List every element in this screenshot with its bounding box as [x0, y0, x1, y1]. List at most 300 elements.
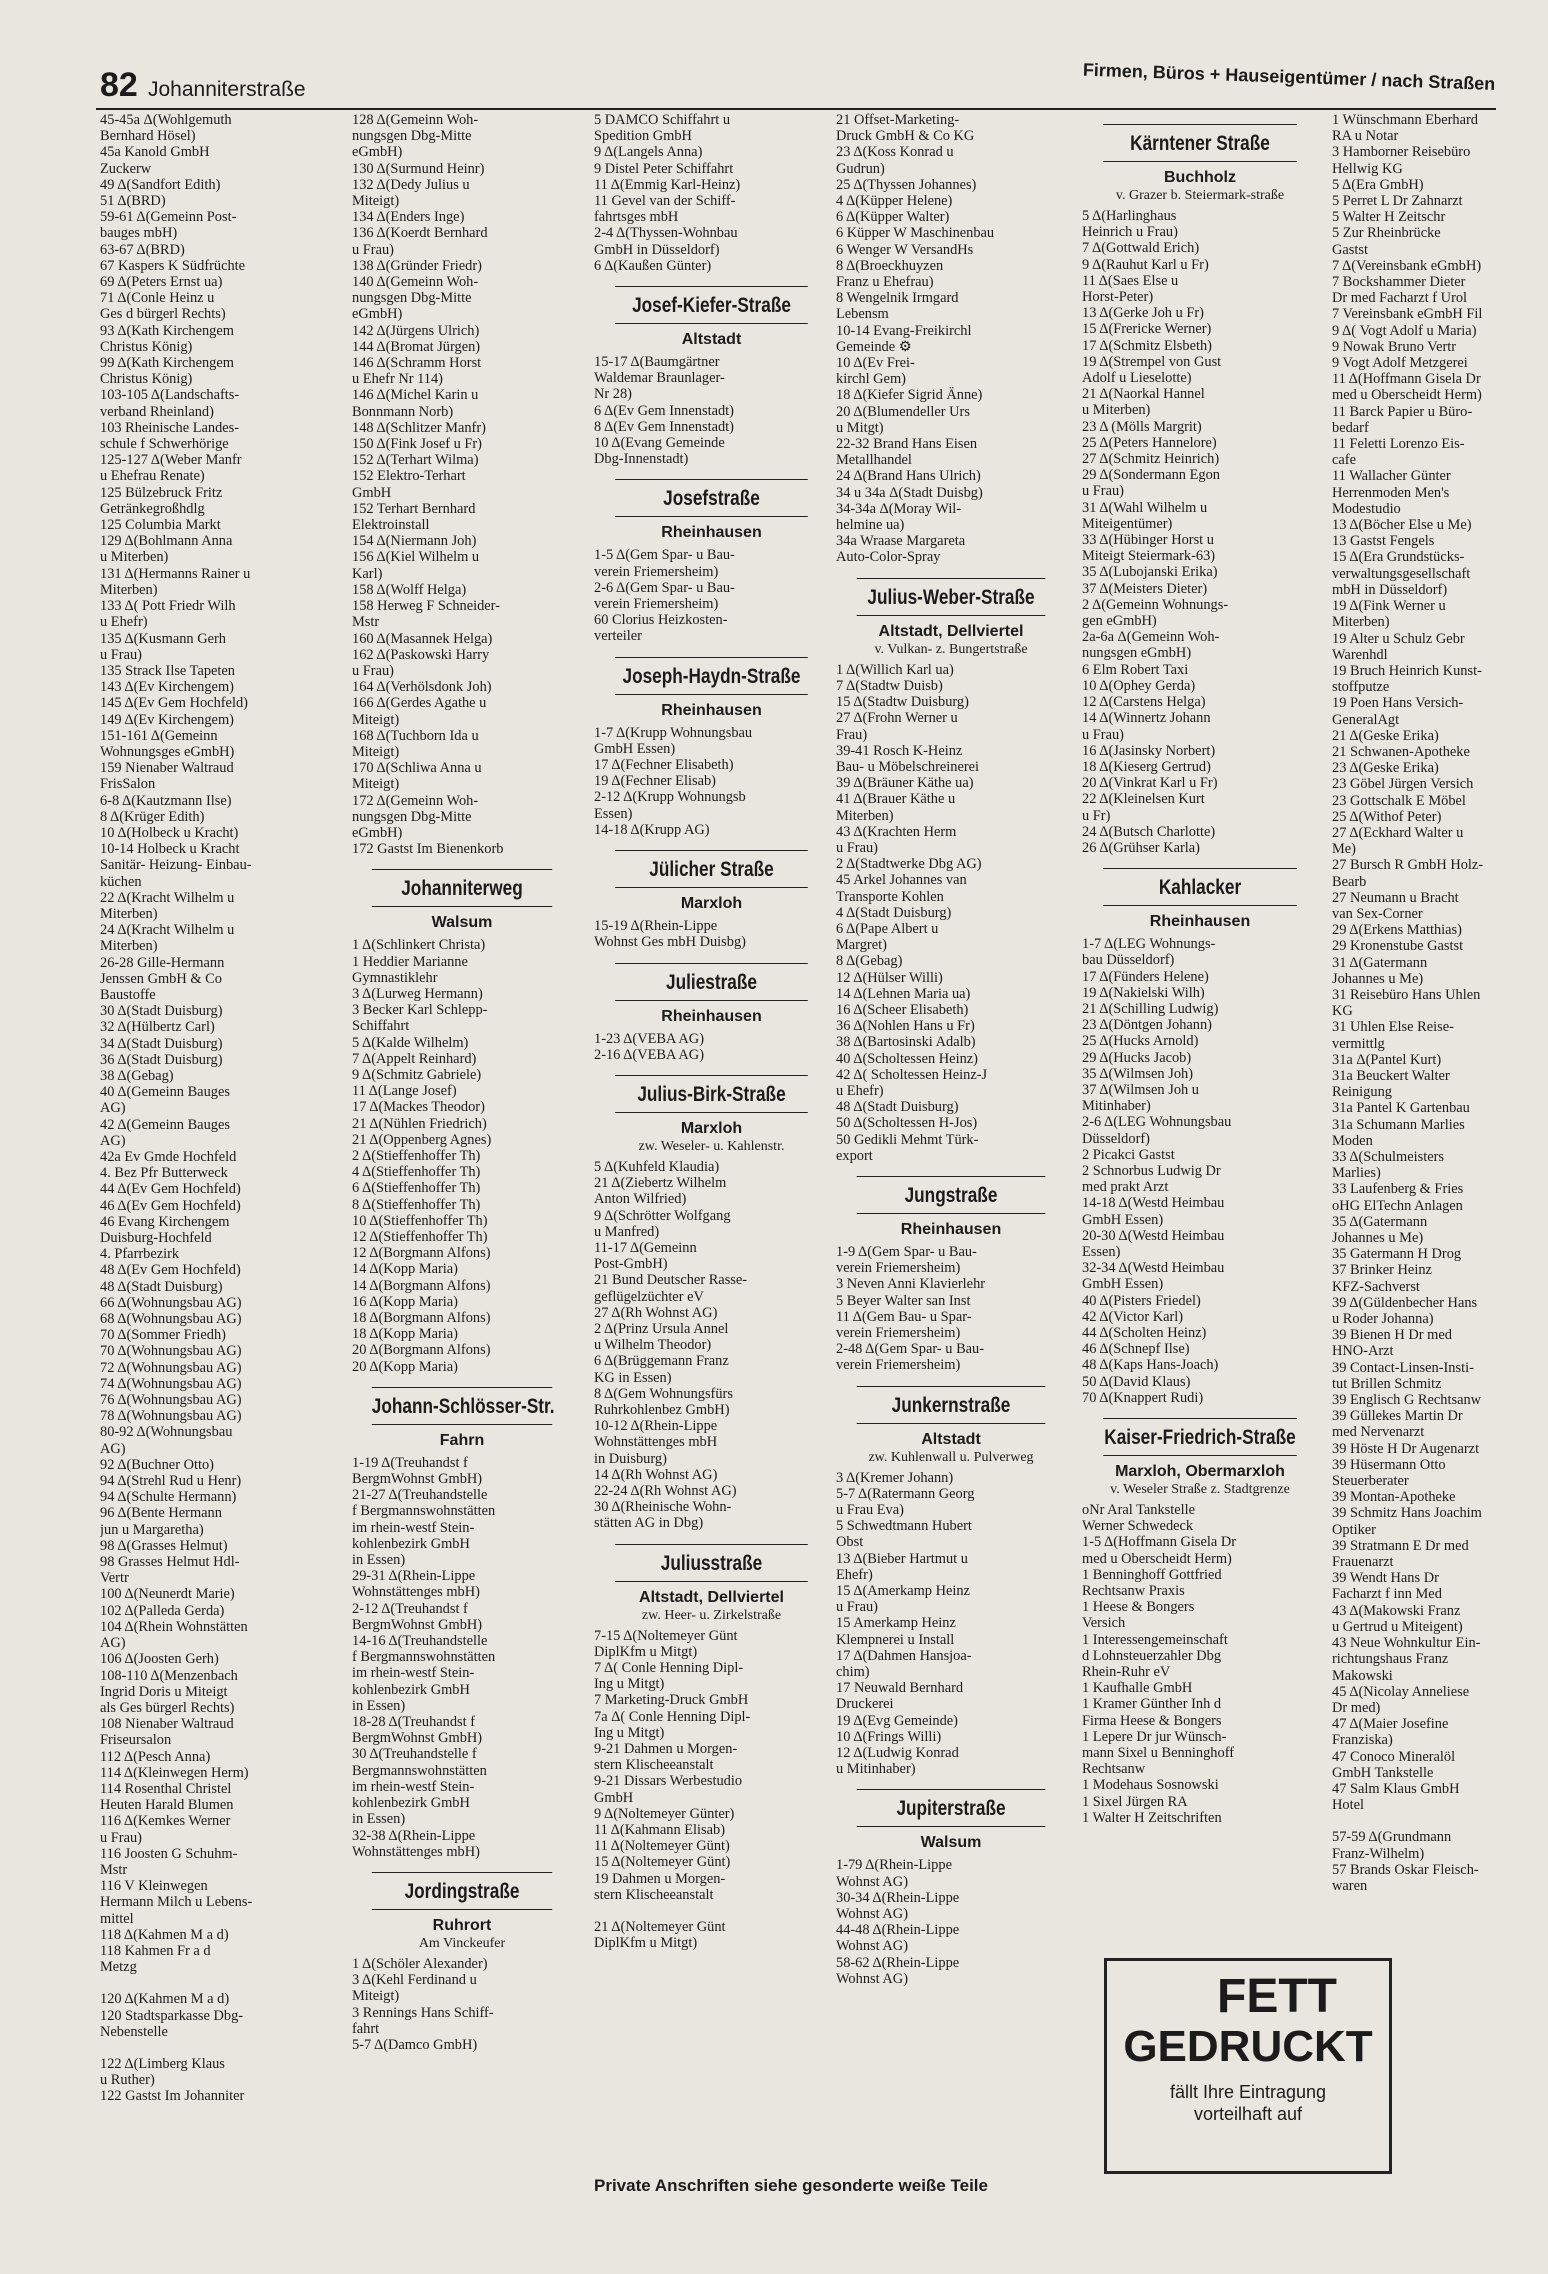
directory-entry-line: 3 Δ(Lurweg Hermann) — [352, 985, 483, 1002]
directory-entry-line: 11 Gevel van der Schiff- — [594, 193, 736, 210]
directory-entry-line: u Roder Johanna) — [1332, 1311, 1434, 1328]
directory-entry-line: 9 Δ(Rauhut Karl u Fr) — [1082, 256, 1209, 273]
directory-entry-line: 140 Δ(Gemeinn Woh- — [352, 274, 479, 291]
directory-entry-line: als Ges bürgerl Rechts) — [100, 1699, 235, 1716]
directory-entry-line: verein Friemersheim) — [836, 1325, 961, 1341]
directory-entry-line: 31a Δ(Pantel Kurt) — [1332, 1051, 1442, 1068]
directory-entry-line: Miteigt) — [352, 193, 400, 210]
directory-entry-line: export — [836, 1147, 873, 1164]
directory-entry-line: 11 Δ(Lange Josef) — [352, 1083, 457, 1100]
directory-entry-line: Wohnst AG) — [836, 1970, 908, 1987]
directory-entry-line: 6 Δ(Kaußen Günter) — [594, 257, 712, 274]
directory-entry-line: AG) — [100, 1635, 126, 1652]
directory-entry-line: 19 Δ(Fink Werner u — [1332, 598, 1446, 615]
directory-entry-line: 5 Schwedtmann Hubert — [836, 1518, 972, 1535]
directory-entry-line: 158 Δ(Wolff Helga) — [352, 581, 467, 598]
directory-entry-line: Elektroinstall — [352, 517, 430, 534]
street-section-header — [352, 1387, 572, 1451]
directory-entry-line: mbH in Düsseldorf) — [1332, 581, 1448, 598]
directory-entry-line: 172 Gastst Im Bienenkorb — [352, 841, 504, 858]
directory-entry-line: 21 Δ(Ziebertz Wilhelm — [594, 1175, 727, 1192]
directory-entry-line: 12 Δ(Stieffenhoffer Th) — [352, 1229, 488, 1245]
directory-entry-line: 9 Δ( Vogt Adolf u Maria) — [1332, 322, 1477, 339]
directory-entry-line: 31 Reisebüro Hans Uhlen — [1332, 986, 1481, 1003]
directory-entry-line: verein Friemersheim) — [836, 1260, 961, 1277]
directory-entry-line: 166 Δ(Gerdes Agathe u — [352, 695, 487, 712]
directory-entry-line: verband Rheinland) — [100, 403, 214, 420]
page-footer-note: Private Anschriften siehe gesonderte weiße Teile — [594, 2176, 988, 2195]
directory-entry-line: 47 Δ(Maier Josefine — [1332, 1716, 1449, 1733]
directory-entry-line: Nr 28) — [594, 386, 632, 403]
directory-entry-line: 1-79 Δ(Rhein-Lippe — [836, 1857, 952, 1874]
directory-entry-line: 48 Δ(Ev Gem Hochfeld) — [100, 1262, 241, 1279]
directory-entry-line: 172 Δ(Gemeinn Woh- — [352, 792, 479, 809]
directory-entry-line: 6-8 Δ(Kautzmann Ilse) — [100, 792, 232, 809]
directory-entry-line: 8 Δ(Gebag) — [836, 953, 903, 970]
directory-entry-line: bauges mbH) — [100, 225, 178, 242]
directory-entry-line: 47 Conoco Mineralöl — [1332, 1748, 1456, 1765]
directory-entry-line: 8 Δ(Ev Gem Innenstadt) — [594, 418, 734, 435]
directory-entry-line: Druckerei — [836, 1696, 894, 1713]
directory-entry-line: 21 Δ(Noltemeyer Günt — [594, 1919, 726, 1936]
directory-entry-line: eGmbH) — [352, 824, 403, 841]
directory-entry-line: 22 Δ(Kleinelsen Kurt — [1082, 791, 1205, 808]
street-range-note: zw. Weseler- u. Kahlenstr. — [638, 1138, 785, 1154]
district-name: Rheinhausen — [661, 524, 762, 542]
directory-entry-line: schule f Schwerhörige — [100, 436, 229, 453]
directory-entry-line: 8 Δ(Krüger Edith) — [100, 808, 205, 825]
directory-entry-line: Optiker — [1332, 1521, 1376, 1538]
column-4 — [836, 112, 1066, 1987]
directory-entry-line: Ehefr) — [836, 1566, 873, 1583]
directory-entry-line: im rhein-westf Stein- — [352, 1519, 475, 1536]
directory-entry-line: 21-27 Δ(Treuhandstelle — [352, 1487, 488, 1504]
directory-entry-line: 2 Δ(Gemeinn Wohnungs- — [1082, 596, 1229, 613]
directory-entry-line: 4 Δ(Stadt Duisburg) — [836, 904, 952, 921]
directory-entry-line: 19 Bruch Heinrich Kunst- — [1332, 662, 1482, 679]
directory-entry-line: HNO-Arzt — [1332, 1343, 1394, 1360]
directory-entry-line: 39 Montan-Apotheke — [1332, 1489, 1456, 1506]
directory-entry-line: 63-67 Δ(BRD) — [100, 241, 185, 258]
directory-entry-line: u Gertrud u Miteigent) — [1332, 1618, 1463, 1635]
directory-entry-line: 134 Δ(Enders Inge) — [352, 209, 465, 226]
directory-entry-line: 168 Δ(Tuchborn Ida u — [352, 727, 479, 744]
directory-entry-line: 10 Δ(Holbeck u Kracht) — [100, 824, 239, 841]
directory-entry-line: 2 Picakci Gastst — [1082, 1146, 1175, 1163]
directory-entry-line: 29 Δ(Hucks Jacob) — [1082, 1049, 1192, 1066]
directory-entry-line: 120 Δ(Kahmen M a d) — [100, 1991, 230, 2008]
directory-entry-line: Wohnst AG) — [836, 1906, 908, 1923]
directory-entry-line: 19 Δ(Fechner Elisab) — [594, 773, 716, 790]
directory-entry-line: 4. Bez Pfr Butterweck — [100, 1165, 228, 1182]
street-name: Jupiterstraße — [857, 1789, 1046, 1827]
directory-entry-line: Ing u Mitgt) — [594, 1724, 665, 1741]
directory-entry-line: 2-48 Δ(Gem Spar- u Bau- — [836, 1341, 985, 1358]
directory-entry-line: eGmbH) — [352, 306, 403, 323]
directory-entry-line: vermittlg — [1332, 1035, 1385, 1052]
directory-entry-line — [594, 1903, 829, 1919]
directory-entry-line: 31a Schumann Marlies — [1332, 1116, 1465, 1133]
directory-entry-line: 39 Stratmann E Dr med — [1332, 1537, 1469, 1554]
directory-entry-line: Klempnerei u Install — [836, 1631, 955, 1648]
street-name: Jülicher Straße — [615, 850, 808, 888]
directory-entry-line: 7 Δ(Gottwald Erich) — [1082, 240, 1200, 257]
directory-entry-line: 2 Δ(Prinz Ursula Annel — [594, 1320, 729, 1337]
directory-entry-line: kohlenbezirk GmbH — [352, 1795, 470, 1812]
directory-entry-line: 128 Δ(Gemeinn Woh- — [352, 112, 479, 128]
directory-entry-line: 47 Salm Klaus GmbH — [1332, 1780, 1460, 1797]
directory-entry-line: 11 Δ(Hoffmann Gisela Dr — [1332, 371, 1481, 388]
directory-entry-line: Frauenarzt — [1332, 1554, 1394, 1571]
directory-entry-line: 23 Δ(Döntgen Johann) — [1082, 1017, 1212, 1034]
directory-entry-line: u Frau) — [100, 1829, 142, 1846]
directory-entry-line: Firma Heese & Bongers — [1082, 1712, 1222, 1729]
directory-entry-line: 45 Arkel Johannes van — [836, 872, 967, 889]
directory-entry-line: 7 Marketing-Druck GmbH — [594, 1692, 749, 1709]
directory-entry-line: 20 Δ(Borgmann Alfons) — [352, 1342, 491, 1359]
directory-entry-line: 1-19 Δ(Treuhandst f — [352, 1454, 468, 1471]
directory-entry-line: in Duisburg) — [594, 1450, 667, 1467]
directory-entry-line: 1 Sixel Jürgen RA — [1082, 1793, 1188, 1810]
directory-entry-line: 10 Δ(Frings Willi) — [836, 1728, 942, 1745]
directory-entry-line: u Miterben) — [100, 549, 169, 566]
directory-entry-line: 66 Δ(Wohnungsbau AG) — [100, 1294, 242, 1311]
directory-entry-line: 7 Δ(Stadtw Duisb) — [836, 677, 943, 694]
directory-entry-line: bedarf — [1332, 419, 1369, 436]
directory-entry-line: 6 Δ(Pape Albert u — [836, 920, 939, 937]
directory-entry-line: 50 Δ(Scholtessen H-Jos) — [836, 1115, 978, 1132]
directory-entry-line: GmbH Tankstelle — [1332, 1764, 1434, 1781]
directory-entry-line: Jenssen GmbH & Co — [100, 970, 222, 987]
district-name: Altstadt — [921, 1430, 981, 1448]
directory-entry-line: 12 Δ(Borgmann Alfons) — [352, 1245, 491, 1262]
directory-entry-line: 14 Δ(Winnertz Johann — [1082, 710, 1211, 727]
directory-entry-line: 3 Becker Karl Schlepp- — [352, 1002, 488, 1019]
directory-entry-line: 120 Stadtsparkasse Dbg- — [100, 2007, 244, 2024]
directory-entry-line: 30 Δ(Stadt Duisburg) — [100, 1003, 223, 1020]
directory-entry-line: 7 Δ(Appelt Reinhard) — [352, 1050, 477, 1067]
district-name: Marxloh — [680, 895, 743, 913]
directory-entry-line: Karl) — [352, 565, 383, 582]
directory-entry-line: 11-17 Δ(Gemeinn — [594, 1239, 697, 1256]
directory-entry-line: 13 Δ(Bieber Hartmut u — [836, 1550, 968, 1567]
directory-entry-line: 7 Bockshammer Dieter — [1332, 274, 1466, 291]
directory-entry-line: 20-30 Δ(Westd Heimbau — [1082, 1227, 1225, 1244]
directory-entry-line: 9 Δ(Noltemeyer Günter) — [594, 1805, 735, 1822]
directory-entry-line: 125-127 Δ(Weber Manfr — [100, 452, 242, 469]
column-6 — [1332, 112, 1524, 1894]
directory-entry-line: 38 Δ(Bartosinski Adalb) — [836, 1034, 976, 1051]
directory-entry-line: 152 Elektro-Terhart — [352, 468, 466, 485]
directory-entry-line: u Fr) — [1082, 807, 1111, 824]
directory-entry-line: 2 Δ(Stieffenhoffer Th) — [352, 1147, 481, 1164]
directory-entry-line: Wohnstättenges mbH — [594, 1434, 718, 1451]
directory-entry-line: 70 Δ(Knappert Rudi) — [1082, 1389, 1204, 1406]
directory-entry-line: 1-7 Δ(LEG Wohnungs- — [1082, 936, 1216, 953]
directory-entry-line: Post-GmbH) — [594, 1256, 668, 1273]
directory-entry-line: Bau- u Möbelschreinerei — [836, 758, 980, 775]
district-name: Buchholz — [1164, 169, 1236, 186]
directory-entry-line: 152 Terhart Bernhard — [352, 500, 476, 517]
directory-entry-line: 3 Δ(Kehl Ferdinand u — [352, 1972, 477, 1989]
directory-entry-line: 21 Δ(Nühlen Friedrich) — [352, 1115, 487, 1132]
directory-entry-line: 5 Δ(Kuhfeld Klaudia) — [594, 1158, 720, 1175]
directory-entry-line: 3 Neven Anni Klavierlehr — [836, 1276, 986, 1293]
directory-entry-line: GmbH — [352, 484, 392, 501]
directory-entry-line: 43 Δ(Krachten Herm — [836, 823, 957, 840]
directory-entry-line: 17 Δ(Schmitz Elsbeth) — [1082, 337, 1212, 354]
directory-entry-line: 7 Δ( Conle Henning Dipl- — [594, 1659, 744, 1676]
directory-entry-line: 5 Δ(Era GmbH) — [1332, 176, 1424, 193]
directory-entry-line: 16 Δ(Kopp Maria) — [352, 1293, 458, 1310]
directory-entry-line: Gemeinde ⚙ — [836, 338, 912, 355]
directory-entry-line: 136 Δ(Koerdt Bernhard — [352, 225, 488, 242]
directory-entry-line: Wohnst Ges mbH Duisbg) — [594, 934, 746, 951]
directory-entry-line: u Frau) — [1082, 726, 1124, 743]
street-name: Kärntener Straße — [1103, 124, 1297, 162]
directory-entry-line: 1 Wünschmann Eberhard — [1332, 112, 1478, 128]
directory-entry-line: 36 Δ(Nohlen Hans u Fr) — [836, 1018, 975, 1035]
directory-entry-line: 13 Gastst Fengels — [1332, 533, 1435, 550]
directory-entry-line: 18 Δ(Kieserg Gertrud) — [1082, 758, 1211, 775]
directory-entry-line: 6 Δ(Brüggemann Franz — [594, 1353, 729, 1370]
directory-entry-line: 12 Δ(Hülser Willi) — [836, 969, 943, 986]
directory-entry-line: 5 DAMCO Schiffahrt u — [594, 112, 731, 128]
directory-entry-line: 45a Kanold GmbH — [100, 144, 210, 161]
directory-entry-line: Wohnstättenges mbH) — [352, 1584, 480, 1601]
directory-entry-line: 35 Δ(Wilmsen Joh) — [1082, 1065, 1193, 1082]
directory-entry-line: Anton Wilfried) — [594, 1191, 687, 1208]
directory-entry-line: 9 Vogt Adolf Metzgerei — [1332, 355, 1468, 372]
directory-entry-line: 39 Englisch G Rechtsanw — [1332, 1392, 1482, 1409]
directory-entry-line: 19 Δ(Nakielski Wilh) — [1082, 984, 1205, 1001]
directory-entry-line: 15 Amerkamp Heinz — [836, 1615, 956, 1632]
street-range-note: v. Grazer b. Steiermark-straße — [1115, 188, 1285, 203]
directory-entry-line — [100, 2040, 345, 2056]
directory-entry-line: 14 Δ(Kopp Maria) — [352, 1261, 458, 1278]
directory-entry-line: 42 Δ(Victor Karl) — [1082, 1308, 1184, 1325]
directory-entry-line: 17 Δ(Fechner Elisabeth) — [594, 757, 734, 774]
directory-entry-line: Miteigt) — [352, 711, 400, 728]
directory-entry-line: 15-19 Δ(Rhein-Lippe — [594, 918, 718, 935]
street-range-note: v. Weseler Straße z. Stadtgrenze — [1110, 1482, 1290, 1498]
directory-entry-line: 20 Δ(Vinkrat Karl u Fr) — [1082, 775, 1218, 792]
directory-entry-line: 3 Rennings Hans Schiff- — [352, 2004, 494, 2021]
directory-entry-line: 14 Δ(Lehnen Maria ua) — [836, 985, 971, 1002]
directory-entry-line: 118 Δ(Kahmen M a d) — [100, 1926, 229, 1943]
directory-entry-line: 44 Δ(Scholten Heinz) — [1082, 1325, 1207, 1341]
directory-entry-line: 31 Uhlen Else Reise- — [1332, 1019, 1454, 1036]
directory-entry-line: fahrt — [352, 2020, 380, 2037]
street-name: Josef-Kiefer-Straße — [615, 286, 808, 324]
directory-entry-line: 59-61 Δ(Gemeinn Post- — [100, 209, 237, 226]
directory-entry-line: kohlenbezirk GmbH — [352, 1681, 470, 1698]
directory-entry-line: 21 Bund Deutscher Rasse- — [594, 1272, 748, 1289]
directory-entry-line: u Mitinhaber) — [836, 1761, 916, 1778]
directory-entry-line: 1 Heddier Marianne — [352, 953, 468, 970]
directory-entry-line: 106 Δ(Joosten Gerh) — [100, 1651, 219, 1668]
directory-entry-line: 10-14 Evang-Freikirchl — [836, 322, 972, 339]
directory-entry-line: nungsgen Dbg-Mitte — [352, 290, 472, 307]
advert-headline-2: GEDRUCKT — [1123, 2022, 1373, 2071]
directory-entry-line: 1-7 Δ(Krupp Wohnungsbau — [594, 724, 753, 741]
directory-entry-line: Gastst — [1332, 241, 1368, 258]
directory-entry-line: 131 Δ(Hermanns Rainer u — [100, 565, 251, 582]
directory-entry-line: 43 Neue Wohnkultur Ein- — [1332, 1635, 1481, 1652]
directory-entry-line: 1 Walter H Zeitschriften — [1082, 1809, 1222, 1826]
street-name: Juliusstraße — [615, 1544, 808, 1582]
directory-entry-line: 143 Δ(Ev Kirchengem) — [100, 679, 234, 696]
directory-entry-line: GeneralAgt — [1332, 711, 1400, 728]
directory-entry-line: 11 Barck Papier u Büro- — [1332, 403, 1473, 420]
directory-entry-line: 26-28 Gille-Hermann — [100, 954, 225, 971]
directory-entry-line: helmine ua) — [836, 517, 905, 534]
directory-entry-line: 43 Δ(Makowski Franz — [1332, 1602, 1461, 1619]
street-name: Jordingstraße — [372, 1872, 552, 1910]
directory-entry-line: 38 Δ(Gebag) — [100, 1067, 174, 1084]
directory-entry-line: Auto-Color-Spray — [836, 549, 941, 566]
directory-entry-line: jun u Margaretha) — [100, 1521, 204, 1538]
directory-entry-line: 6 Wenger W VersandHs — [836, 241, 974, 258]
advert-text-2: vorteilhaft auf — [1193, 2104, 1303, 2124]
directory-entry-line: 6 Küpper W Maschinenbau — [836, 225, 995, 242]
directory-entry-line: 10 Δ(Stieffenhoffer Th) — [352, 1212, 488, 1229]
directory-entry-line: Ing u Mitgt) — [594, 1676, 665, 1693]
directory-entry-line: 57 Brands Oskar Fleisch- — [1332, 1861, 1479, 1878]
street-range-note: Am Vinckeufer — [418, 1935, 506, 1951]
directory-entry-line: 50 Gedikli Mehmt Türk- — [836, 1131, 979, 1148]
directory-entry-line: 34 Δ(Stadt Duisburg) — [100, 1035, 223, 1052]
directory-entry-line: 17 Δ(Dahmen Hansjoa- — [836, 1647, 972, 1664]
directory-entry-line: 25 Δ(Peters Hannelore) — [1082, 434, 1217, 451]
directory-entry-line: Miterben) — [836, 807, 894, 824]
page-number: 82 — [100, 66, 138, 104]
district-name: Rheinhausen — [900, 1220, 1002, 1238]
directory-entry-line: Miteigt) — [352, 776, 400, 793]
directory-entry-line: Heuten Harald Blumen — [100, 1797, 234, 1814]
directory-entry-line: 34-34a Δ(Moray Wil- — [836, 500, 962, 517]
directory-entry-line: Heinrich u Frau) — [1082, 224, 1178, 241]
directory-entry-line: 21 Schwanen-Apotheke — [1332, 743, 1470, 760]
directory-entry-line: Wohnstättenges mbH) — [352, 1843, 480, 1860]
directory-entry-line: van Sex-Corner — [1332, 905, 1423, 922]
directory-entry-line: 146 Δ(Schramm Horst — [352, 355, 482, 372]
directory-entry-line: u Frau) — [352, 241, 394, 258]
directory-entry-line: gen eGmbH) — [1082, 613, 1157, 630]
directory-entry-line: im rhein-westf Stein- — [352, 1778, 475, 1795]
directory-entry-line: BergmWohnst GmbH) — [352, 1616, 483, 1633]
directory-entry-line: bau Düsseldorf) — [1082, 952, 1175, 969]
directory-entry-line: 46 Δ(Schnepf Ilse) — [1082, 1341, 1190, 1358]
directory-entry-line: 34a Wraase Margareta — [836, 533, 966, 550]
directory-entry-line: Rechtsanw Praxis — [1082, 1583, 1185, 1600]
directory-entry-line: Me) — [1332, 841, 1356, 858]
directory-entry-line: Waldemar Braunlager- — [594, 370, 725, 387]
directory-entry-line: Christus König) — [100, 371, 193, 388]
directory-entry-line: 50 Δ(David Klaus) — [1082, 1373, 1191, 1390]
directory-entry-line: 2 Schnorbus Ludwig Dr — [1082, 1162, 1221, 1179]
directory-entry-line: 35 Δ(Gatermann — [1332, 1213, 1428, 1230]
directory-entry-line: 1 Lepere Dr jur Wünsch- — [1082, 1728, 1227, 1745]
directory-entry-line: eGmbH) — [352, 144, 403, 161]
directory-entry-line: 21 Offset-Marketing- — [836, 112, 960, 128]
district-name: Marxloh, Obermarxloh — [1115, 1463, 1285, 1481]
directory-entry-line: 148 Δ(Schlitzer Manfr) — [352, 419, 486, 436]
directory-entry-line: 11 Δ(Emmig Karl-Heinz) — [594, 176, 741, 193]
directory-entry-line: Dbg-Innenstadt) — [594, 451, 689, 468]
directory-entry-line: 71 Δ(Conle Heinz u — [100, 290, 215, 307]
street-section-header — [352, 1872, 572, 1952]
directory-entry-line: Wohnungsges eGmbH) — [100, 743, 235, 760]
directory-entry-line: Hotel — [1332, 1797, 1364, 1814]
directory-entry-line: 25 Δ(Hucks Arnold) — [1082, 1033, 1199, 1050]
directory-entry-line: 170 Δ(Schliwa Anna u — [352, 760, 482, 777]
directory-entry-line: 122 Δ(Limberg Klaus — [100, 2055, 225, 2072]
directory-entry-line: Rechtsanw — [1082, 1761, 1146, 1778]
directory-entry-line: 103-105 Δ(Landschafts- — [100, 387, 240, 404]
directory-entry-line: 11 Wallacher Günter — [1332, 468, 1451, 485]
directory-entry-line: Bonnmann Norb) — [352, 403, 454, 420]
directory-entry-line: 42 Δ( Scholtessen Heinz-J — [836, 1066, 988, 1083]
street-section-header — [352, 869, 572, 933]
directory-entry-line: in Essen) — [352, 1552, 406, 1569]
directory-entry-line: 69 Δ(Peters Ernst ua) — [100, 274, 223, 291]
directory-entry-line: 162 Δ(Paskowski Harry — [352, 646, 490, 663]
directory-entry-line: 11 Δ(Kahmann Elisab) — [594, 1822, 726, 1839]
directory-entry-line: med u Oberscheidt Herm) — [1332, 387, 1482, 404]
directory-entry-line: u Frau) — [836, 1599, 878, 1616]
street-section-header — [594, 1075, 829, 1155]
directory-entry-line: 5-7 Δ(Damco GmbH) — [352, 2036, 478, 2053]
directory-entry-line: 8 Δ(Stieffenhoffer Th) — [352, 1196, 481, 1213]
directory-entry-line: u Wilhelm Theodor) — [594, 1337, 712, 1354]
directory-entry-line: 138 Δ(Gründer Friedr) — [352, 257, 482, 274]
directory-entry-line: verein Friemersheim) — [594, 563, 719, 580]
directory-entry-line: 21 Δ(Naorkal Hannel — [1082, 386, 1205, 403]
directory-entry-line: 29-31 Δ(Rhein-Lippe — [352, 1568, 476, 1585]
street-section-header — [594, 479, 829, 543]
directory-entry-line: Margret) — [836, 937, 887, 954]
directory-entry-line: 19 Δ(Evg Gemeinde) — [836, 1712, 958, 1729]
directory-entry-line: 15 Δ(Noltemeyer Günt) — [594, 1854, 731, 1871]
directory-entry-line: Ges d bürgerl Rechts) — [100, 306, 226, 323]
street-name: Johann-Schlösser-Str. — [372, 1387, 552, 1425]
directory-entry-line: Bearb — [1332, 873, 1367, 890]
directory-entry-line: Baustoffe — [100, 986, 156, 1003]
directory-entry-line: Hermann Milch u Lebens- — [100, 1894, 253, 1911]
advert-headline-1: FETT — [1217, 1970, 1337, 2023]
directory-entry-line: 13 Δ(Gerke Joh u Fr) — [1082, 305, 1204, 322]
directory-entry-line: 32-38 Δ(Rhein-Lippe — [352, 1827, 476, 1844]
directory-entry-line: 16 Δ(Jasinsky Norbert) — [1082, 742, 1216, 759]
directory-entry-line: Reinigung — [1332, 1084, 1392, 1101]
directory-entry-line: 5 Δ(Kalde Wilhelm) — [352, 1034, 469, 1051]
directory-entry-line: Rhein-Ruhr eV — [1082, 1664, 1171, 1681]
directory-entry-line: Facharzt f inn Med — [1332, 1586, 1442, 1603]
directory-entry-line: Ingrid Doris u Miteigt — [100, 1683, 228, 1700]
directory-entry-line — [1332, 1813, 1524, 1829]
directory-entry-line: 31a Pantel K Gartenbau — [1332, 1100, 1470, 1117]
directory-entry-line: 5 Zur Rheinbrücke — [1332, 225, 1441, 242]
directory-entry-line: 99 Δ(Kath Kirchengem — [100, 355, 234, 372]
directory-entry-line: Sanitär- Heizung- Einbau- — [100, 857, 252, 874]
directory-entry-line: 10 Δ(Evang Gemeinde — [594, 435, 725, 452]
directory-entry-line: Herrenmoden Men's — [1332, 484, 1450, 501]
directory-entry-line: 40 Δ(Gemeinn Bauges — [100, 1084, 230, 1101]
directory-entry-line: 14-18 Δ(Westd Heimbau — [1082, 1195, 1225, 1212]
directory-entry-line: 152 Δ(Terhart Wilma) — [352, 452, 479, 469]
directory-entry-line: geflügelzüchter eV — [594, 1288, 704, 1305]
